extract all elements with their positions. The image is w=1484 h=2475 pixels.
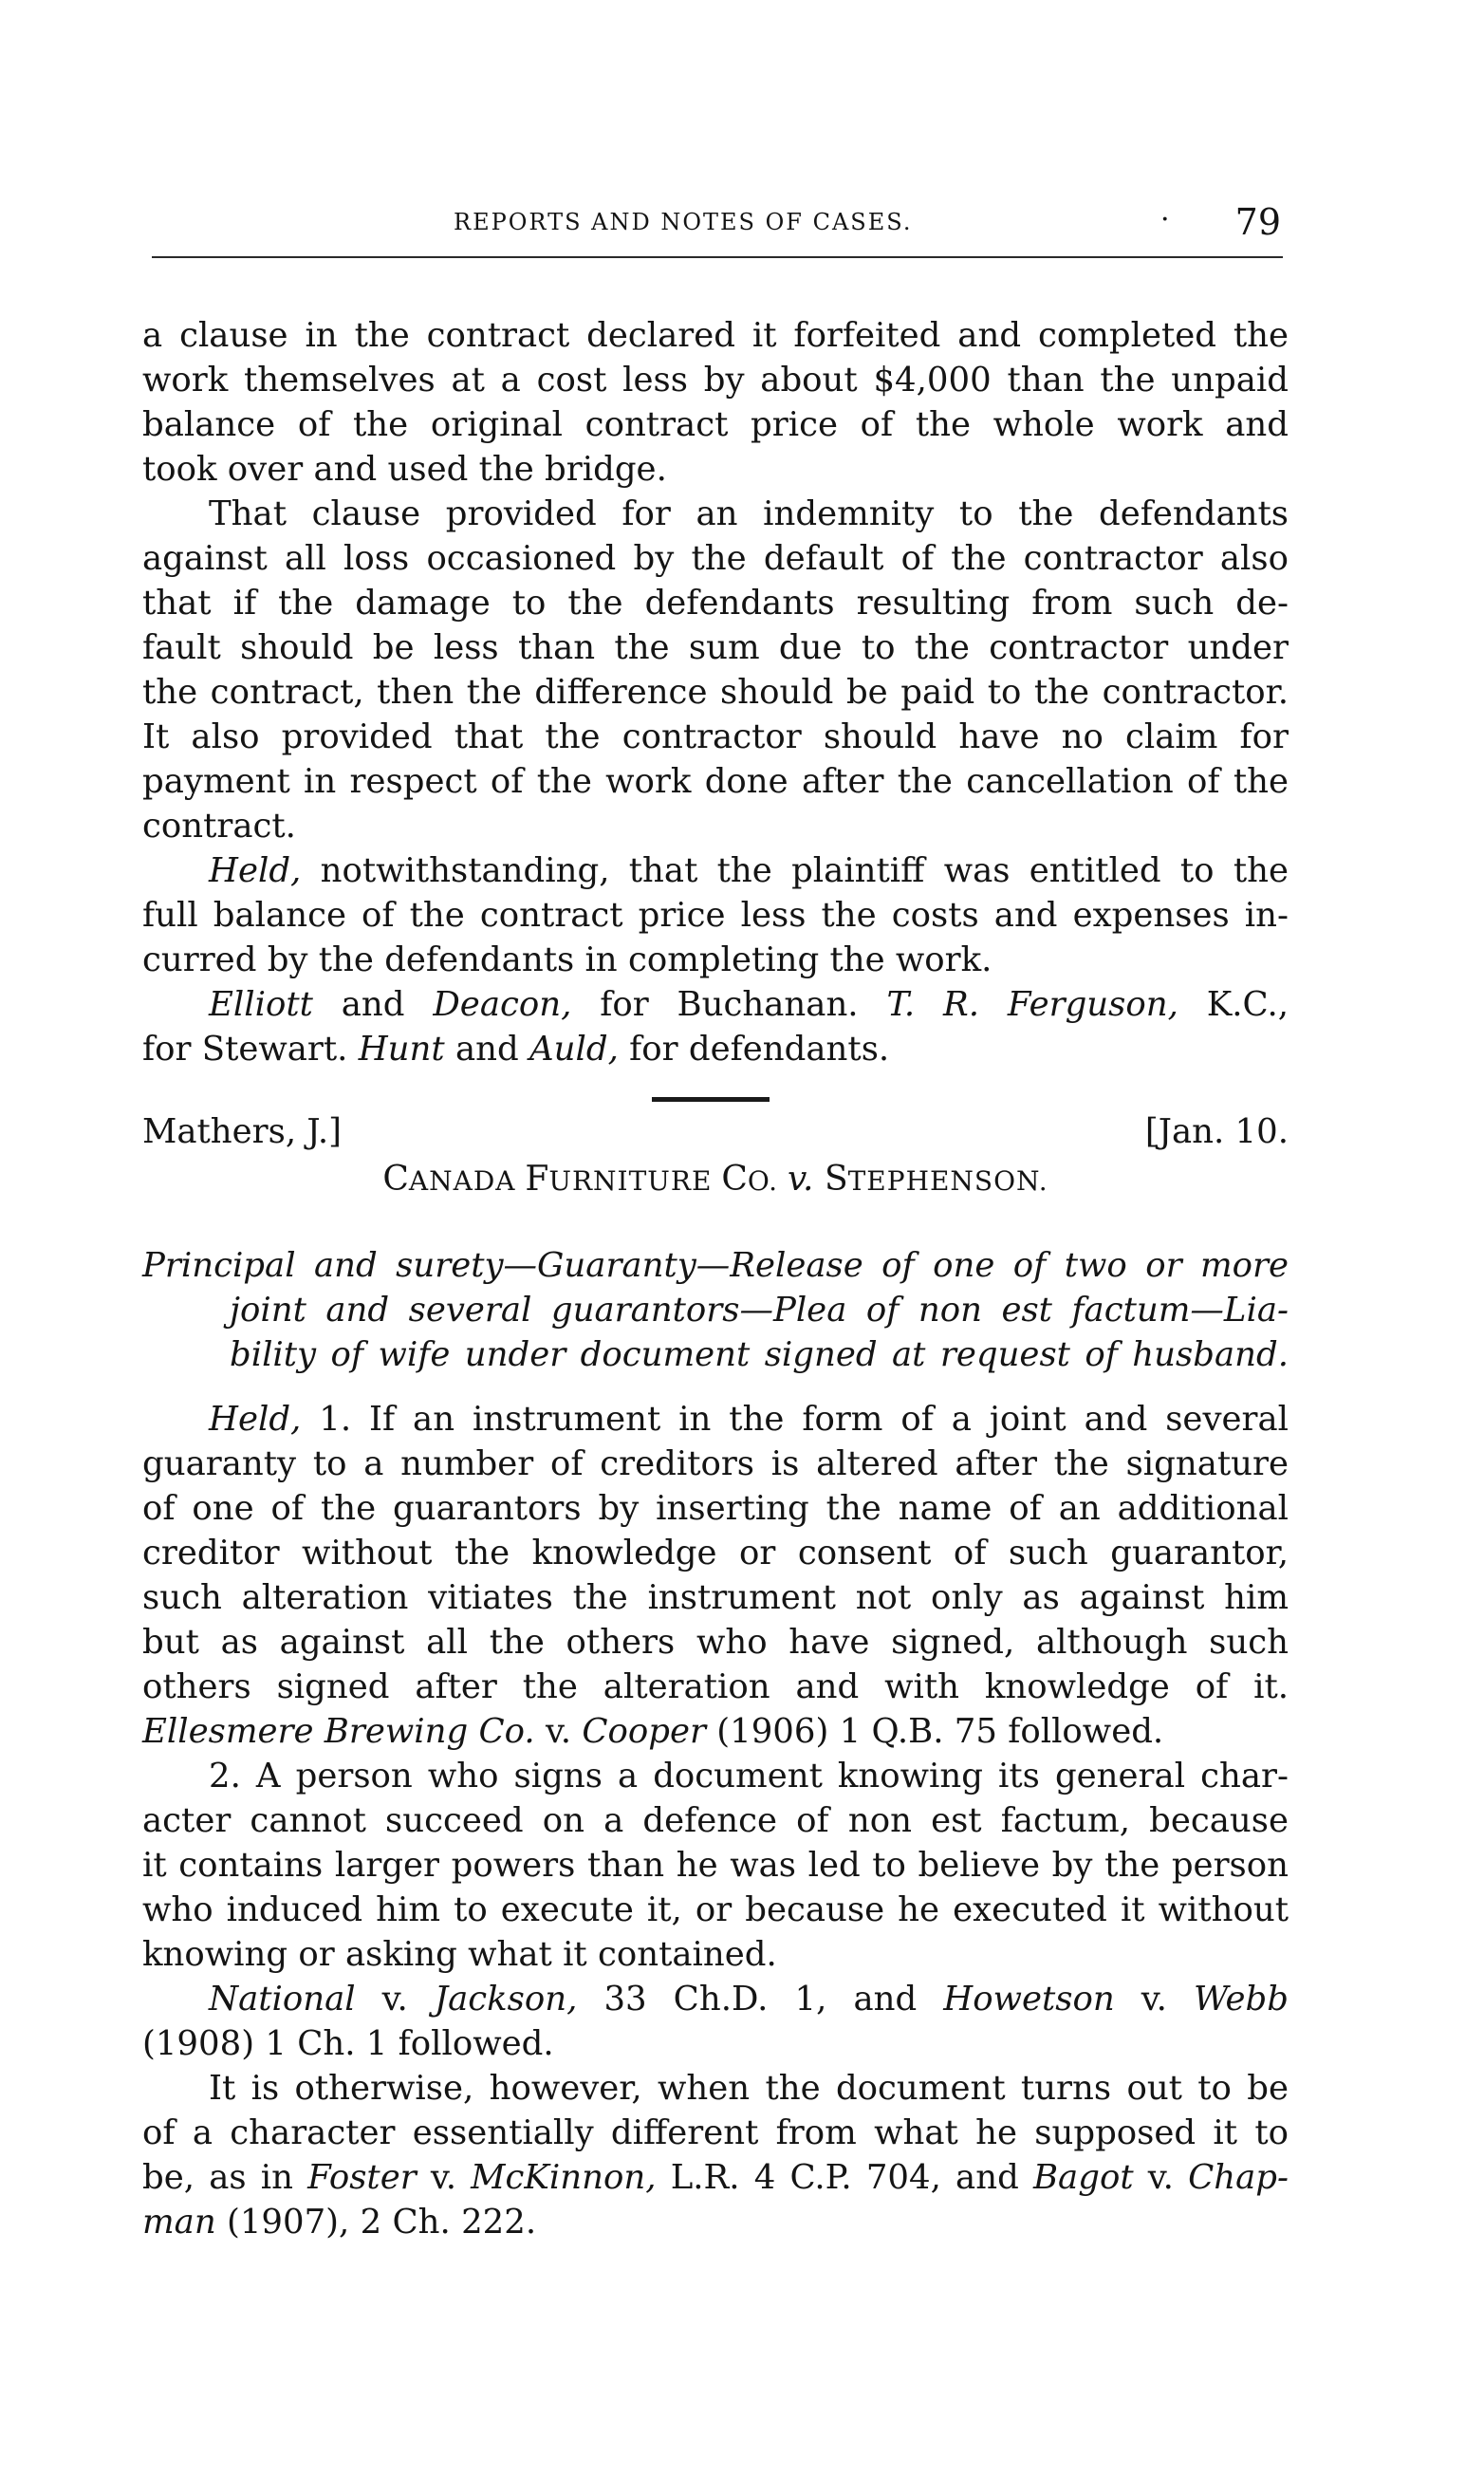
headnote	[142, 1243, 1289, 1377]
text-line: creditor without the knowledge or consent of such guarantor,	[142, 1534, 1289, 1572]
headnote-line: joint and several guarantors—Plea of non est factum—Lia-	[230, 1291, 1289, 1330]
previous-case-text	[142, 313, 1289, 1071]
running-head: REPORTS AND NOTES OF CASES.	[454, 209, 913, 235]
text-line: balance of the original contract price of the whole work and	[142, 405, 1289, 444]
citation-line: National v. Jackson, 33 Ch.D. 1, and Howetson v. Webb	[209, 1980, 1289, 2019]
case-body	[142, 1397, 1289, 2244]
text-line: 2. A person who signs a document knowing its general char-	[209, 1757, 1289, 1796]
text-line: but as against all the others who have signed, although such	[142, 1623, 1289, 1662]
citation-line: man (1907), 2 Ch. 222.	[142, 2203, 537, 2242]
text-line: guaranty to a number of creditors is altered after the signature	[142, 1444, 1289, 1483]
citation-line: (1908) 1 Ch. 1 followed.	[142, 2024, 554, 2063]
text-line: against all loss occasioned by the default of the contractor also	[142, 539, 1289, 578]
text-line: of a character essentially different from what he supposed it to	[142, 2113, 1289, 2152]
text-line: a clause in the contract declared it forfeited and completed the	[142, 316, 1289, 355]
text-line: others signed after the alteration and with knowledge of it.	[142, 1667, 1289, 1706]
held-label: Held,	[209, 851, 302, 890]
headnote-line: bility of wife under document signed at request of husband.	[230, 1335, 1289, 1374]
text-line: that if the damage to the defendants resulting from such de-	[142, 584, 1289, 623]
text-line: the contract, then the difference should be paid to the contractor.	[142, 673, 1289, 712]
text-line: work themselves at a cost less by about $4,000 than the unpaid	[142, 361, 1289, 400]
citation-line: be, as in Foster v. McKinnon, L.R. 4 C.P. 704, and Bagot v. Chap-	[142, 2158, 1289, 2197]
page-number: 79	[1234, 201, 1281, 243]
text-line: curred by the defendants in completing the work.	[142, 940, 992, 979]
text-line: payment in respect of the work done after the cancellation of the	[142, 762, 1289, 801]
text-line: it contains larger powers than he was led to believe by the person	[142, 1846, 1289, 1885]
text-line: It also provided that the contractor should have no claim for	[142, 717, 1289, 756]
text-line: It is otherwise, however, when the document turns out to be	[209, 2069, 1289, 2108]
text-line: acter cannot succeed on a defence of non est factum, because	[142, 1801, 1289, 1840]
text-line: took over and used the bridge.	[142, 450, 667, 489]
page-header	[152, 201, 1281, 249]
running-head-dot: ·	[1160, 203, 1170, 236]
counsel-line: Elliott and Deacon, for Buchanan. T. R. Ferguson, K.C.,	[209, 985, 1289, 1024]
counsel-line: for Stewart. Hunt and Auld, for defendants.	[142, 1030, 890, 1069]
citation-line: Ellesmere Brewing Co. v. Cooper (1906) 1 Q.B. 75 followed.	[142, 1712, 1164, 1751]
text-line: of one of the guarantors by inserting the name of an additional	[142, 1489, 1289, 1528]
header-rule	[152, 256, 1283, 258]
text-line: full balance of the contract price less the costs and expenses in-	[142, 896, 1289, 935]
text-line: such alteration vitiates the instrument not only as against him	[142, 1578, 1289, 1617]
case-date: [Jan. 10.	[1144, 1112, 1289, 1151]
headnote-line: Principal and surety—Guaranty—Release of one of two or more	[142, 1246, 1289, 1285]
text-line: knowing or asking what it contained.	[142, 1935, 777, 1974]
text-line: contract.	[142, 807, 296, 846]
text-line: That clause provided for an indemnity to the defendants	[209, 494, 1289, 533]
case-separator-rule	[652, 1097, 770, 1102]
text-line: Held, notwithstanding, that the plaintiff was entitled to the	[209, 851, 1289, 890]
text-line: who induced him to execute it, or because he executed it without	[142, 1890, 1289, 1929]
text-line: Held, 1. If an instrument in the form of a joint and several	[209, 1400, 1289, 1439]
case-header	[142, 1108, 1289, 1156]
text-line: fault should be less than the sum due to the contractor under	[142, 628, 1289, 667]
held-label: Held,	[209, 1400, 302, 1439]
judge-name: Mathers, J.]	[142, 1112, 343, 1151]
case-title: CANADA FURNITURE CO. v. STEPHENSON.	[382, 1160, 1048, 1199]
